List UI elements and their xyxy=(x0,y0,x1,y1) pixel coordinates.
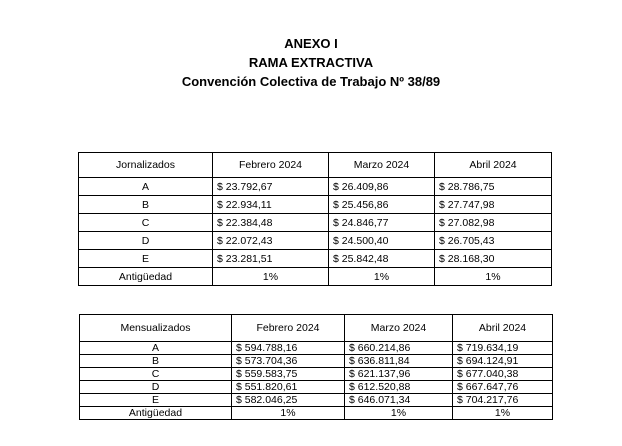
amount-cell: $ 28.168,30 xyxy=(435,250,552,268)
table-row xyxy=(79,196,552,214)
annex-title: ANEXO I xyxy=(284,36,338,51)
amount-cell: $ 22.384,48 xyxy=(213,214,329,232)
amount-cell: $ 25.456,86 xyxy=(329,196,435,214)
seniority-label: Antigüedad xyxy=(80,407,232,420)
amount-cell: $ 677.040,38 xyxy=(453,368,553,381)
category-cell: A xyxy=(79,178,213,196)
amount-cell: $ 636.811,84 xyxy=(345,355,453,368)
seniority-label: Antigüedad xyxy=(79,268,213,286)
table-header-row xyxy=(79,153,552,178)
category-cell: C xyxy=(79,214,213,232)
amount-cell: $ 26.705,43 xyxy=(435,232,552,250)
amount-cell: $ 582.046,25 xyxy=(232,394,345,407)
amount-cell: $ 27.747,98 xyxy=(435,196,552,214)
column-header-april: Abril 2024 xyxy=(453,315,553,342)
amount-cell: $ 646.071,34 xyxy=(345,394,453,407)
amount-cell: $ 704.217,76 xyxy=(453,394,553,407)
agreement-title: Convención Colectiva de Trabajo Nº 38/89 xyxy=(181,74,441,89)
category-cell: B xyxy=(80,355,232,368)
amount-cell: $ 551.820,61 xyxy=(232,381,345,394)
table-row-seniority xyxy=(80,407,553,420)
amount-cell: $ 22.072,43 xyxy=(213,232,329,250)
seniority-cell: 1% xyxy=(453,407,553,420)
category-cell: C xyxy=(80,368,232,381)
table-row xyxy=(80,368,553,381)
table-row-seniority xyxy=(79,268,552,286)
amount-cell: $ 660.214,86 xyxy=(345,342,453,355)
table-row xyxy=(80,342,553,355)
amount-cell: $ 719.634,19 xyxy=(453,342,553,355)
seniority-cell: 1% xyxy=(329,268,435,286)
table-row xyxy=(79,250,552,268)
amount-cell: $ 24.500,40 xyxy=(329,232,435,250)
amount-cell: $ 25.842,48 xyxy=(329,250,435,268)
column-header-february: Febrero 2024 xyxy=(232,315,345,342)
category-cell: B xyxy=(79,196,213,214)
table-row xyxy=(79,214,552,232)
category-cell: A xyxy=(80,342,232,355)
seniority-cell: 1% xyxy=(213,268,329,286)
amount-cell: $ 28.786,75 xyxy=(435,178,552,196)
amount-cell: $ 27.082,98 xyxy=(435,214,552,232)
table-row xyxy=(79,232,552,250)
table-row xyxy=(80,355,553,368)
amount-cell: $ 612.520,88 xyxy=(345,381,453,394)
amount-cell: $ 594.788,16 xyxy=(232,342,345,355)
column-header-february: Febrero 2024 xyxy=(213,153,329,178)
category-cell: D xyxy=(80,381,232,394)
seniority-cell: 1% xyxy=(232,407,345,420)
category-cell: E xyxy=(80,394,232,407)
table-row xyxy=(80,381,553,394)
column-header-category: Jornalizados xyxy=(79,153,213,178)
mensualizados-table xyxy=(79,314,553,420)
category-cell: E xyxy=(79,250,213,268)
column-header-march: Marzo 2024 xyxy=(329,153,435,178)
amount-cell: $ 559.583,75 xyxy=(232,368,345,381)
table-row xyxy=(80,394,553,407)
amount-cell: $ 24.846,77 xyxy=(329,214,435,232)
seniority-cell: 1% xyxy=(345,407,453,420)
table-header-row xyxy=(80,315,553,342)
column-header-april: Abril 2024 xyxy=(435,153,552,178)
amount-cell: $ 26.409,86 xyxy=(329,178,435,196)
amount-cell: $ 621.137,96 xyxy=(345,368,453,381)
seniority-cell: 1% xyxy=(435,268,552,286)
amount-cell: $ 694.124,91 xyxy=(453,355,553,368)
branch-title: RAMA EXTRACTIVA xyxy=(248,55,374,70)
amount-cell: $ 22.934,11 xyxy=(213,196,329,214)
amount-cell: $ 573.704,36 xyxy=(232,355,345,368)
amount-cell: $ 23.792,67 xyxy=(213,178,329,196)
jornalizados-table xyxy=(78,152,552,286)
category-cell: D xyxy=(79,232,213,250)
column-header-category: Mensualizados xyxy=(80,315,232,342)
amount-cell: $ 667.647,76 xyxy=(453,381,553,394)
amount-cell: $ 23.281,51 xyxy=(213,250,329,268)
table-row xyxy=(79,178,552,196)
column-header-march: Marzo 2024 xyxy=(345,315,453,342)
